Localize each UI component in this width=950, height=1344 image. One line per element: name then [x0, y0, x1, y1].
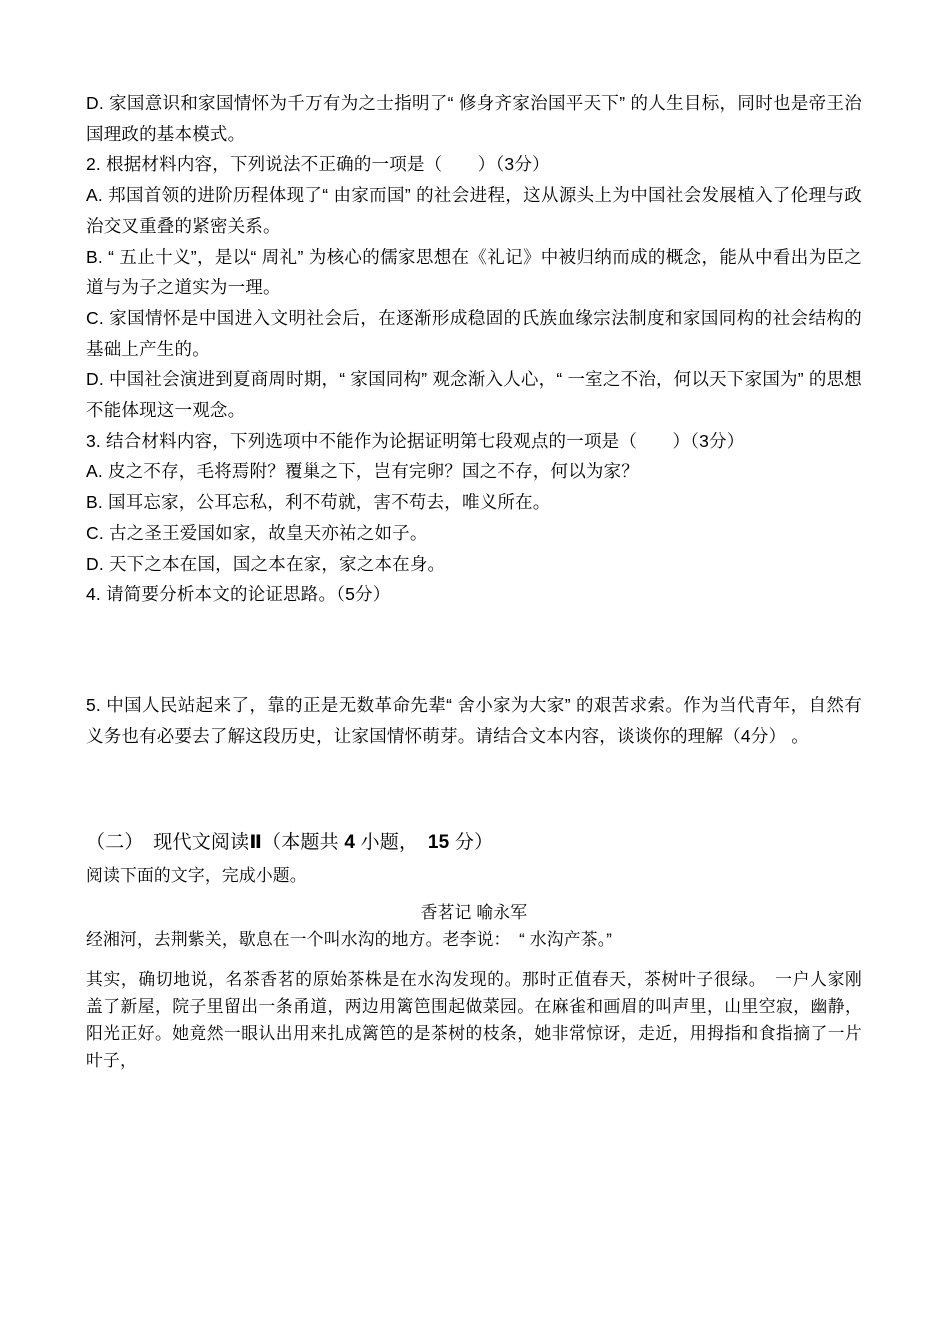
section-2-heading-subcount: 4 [344, 832, 356, 854]
passage-paragraph-2: 其实，确切地说，名茶香茗的原始茶株是在水沟发现的。那时正值春天，茶树叶子很绿。 一户人家刚 盖了新屋，院子里留出一条甬道，两边用篱笆围起做菜园。在麻雀和画眉的叫声里，山里空寂，幽静，阳光正好。她竟然一眼认出用来扎成篱笆的是茶树的枝条，她非常惊讶，走近，用拇指和食指摘了一片叶子， [86, 970, 879, 1071]
question-2-option-b: B. “ 五止十义”，是以“ 周礼” 为核心的儒家思想在《礼记》中被归纳而成的概念，能从中看出为臣之道与为子之道实为一理。 [86, 246, 862, 298]
section-2-heading-part1: （二） 现代文阅读 [86, 832, 250, 854]
question-1-option-d: D. 家国意识和家国情怀为千万有为之士指明了“ 修身齐家治国平天下” 的人生目标，同时也是帝王治国理政的基本模式。 [86, 93, 862, 144]
question-3-option-b: B. 国耳忘家，公耳忘私，利不苟就，害不苟去，唯义所在。 [86, 492, 551, 513]
question-2-option-c: C. 家国情怀是中国进入文明社会后，在逐渐形成稳固的氏族血缘宗法制度和家国同构的社会结构的基础上产生的。 [86, 307, 862, 359]
section-2-heading-part2: （本题共 [262, 832, 345, 854]
reading-instruction: 阅读下面的文字，完成小题。 [86, 866, 307, 886]
passage-title: 香茗记 喻永军 [420, 903, 528, 923]
question-3-stem: 3. 结合材料内容，下列选项中不能作为论据证明第七段观点的一项是（ ）（3分） [86, 430, 745, 451]
section-2-heading-points: 15 [427, 832, 450, 854]
section-2-heading [86, 827, 862, 859]
passage-paragraph-1: 经湘河，去荆紫关，歇息在一个叫水沟的地方。老李说： “ 水沟产茶。” [86, 930, 613, 950]
answer-blank-space-q5 [86, 751, 862, 827]
question-section [86, 88, 862, 827]
section-2-heading-numeral: Ⅱ [249, 832, 263, 854]
reading-passage-section [86, 862, 879, 1074]
question-3-option-c: C. 古之圣王爱国如家，故皇天亦祐之如子。 [86, 522, 428, 543]
section-2-heading-part4: 分） [449, 832, 494, 854]
section-2-heading-part3: 小题， [355, 832, 428, 854]
answer-blank-space-q4 [86, 610, 862, 690]
question-4-stem: 4. 请简要分析本文的论证思路。（5分） [86, 584, 391, 605]
question-2-option-d: D. 中国社会演进到夏商周时期，“ 家国同构” 观念渐入人心，“ 一室之不治，何以天下家国为” 的思想不能体现这一观念。 [86, 369, 862, 421]
question-2-stem: 2. 根据材料内容，下列说法不正确的一项是（ ）（3分） [86, 154, 550, 175]
question-2-option-a: A. 邦国首领的进阶历程体现了“ 由家而国” 的社会进程，这从源头上为中国社会发展植入了伦理与政治交叉重叠的紧密关系。 [86, 185, 862, 236]
question-3-option-a: A. 皮之不存，毛将焉附？覆巢之下，岂有完卵？国之不存，何以为家？ [86, 461, 639, 482]
question-5-stem: 5. 中国人民站起来了，靠的正是无数革命先辈“ 舍小家为大家” 的艰苦求索。作为当代青年，自然有义务也有必要去了解这段历史，让家国情怀萌芽。请结合文本内容，谈谈你的理解（4分） 。 [86, 694, 862, 746]
question-3-option-d: D. 天下之本在国，国之本在家，家之本在身。 [86, 553, 446, 574]
